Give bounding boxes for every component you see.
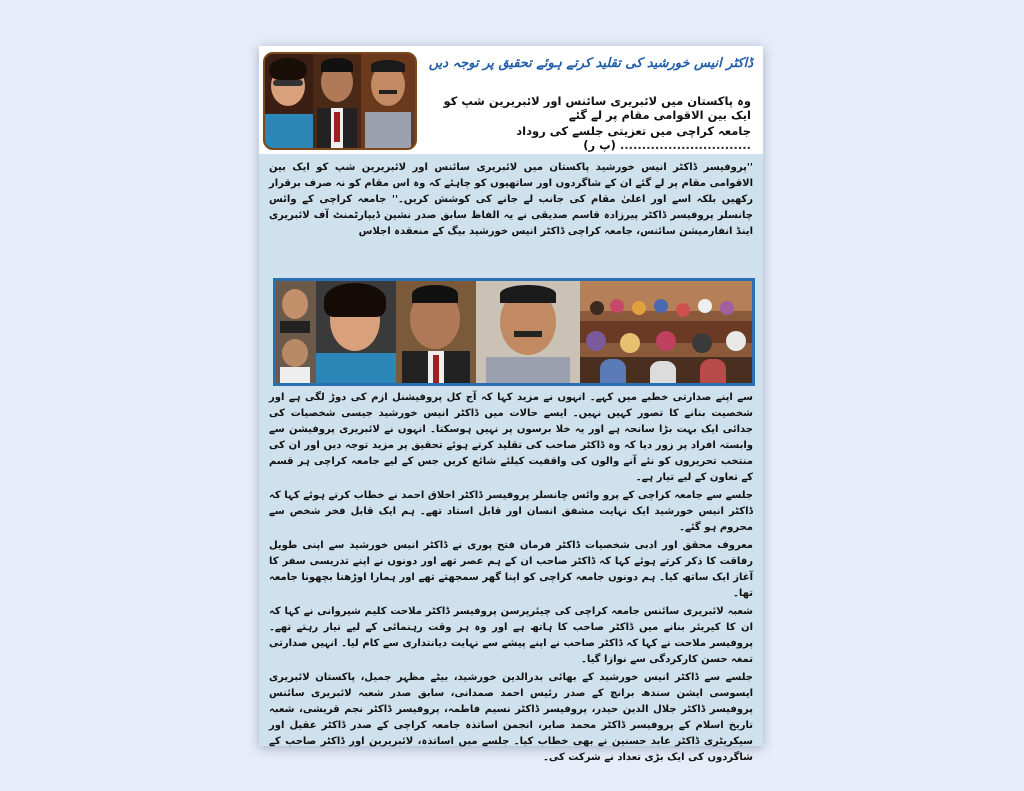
article-body bbox=[259, 154, 763, 763]
photo-woman bbox=[316, 281, 396, 383]
header-photo bbox=[263, 52, 417, 150]
intro-paragraph: ''پروفیسر ڈاکٹر انیس خورشید پاکستان میں لائبریری سائنس اور لائبریرین شپ کو ایک بین الاقوامی مقام پر لے گئے ان کے شاگردوں اور ساتھیوں کو چاہئے کہ وہ اس مقام کو نہ صرف برقرار رکھیں بلکہ اسے اور اعلیٰ مقام کی جانب لے جانے کی کوشش کریں۔'' جامعہ کراچی کے وائس چانسلر پروفیسر ڈاکٹر پیرزادہ قاسم صدیقی نے یہ الفاظ سابق صدر نشین ڈیپارٹمنٹ آف لائبریری اینڈ انفارمیشن سائنس، جامعہ کراچی ڈاکٹر انیس خورشید بیگ کے منعقدہ اجلاس bbox=[269, 162, 753, 237]
photo-elder-man bbox=[396, 281, 476, 383]
portrait-elder-man bbox=[313, 54, 361, 148]
report-label: جامعہ کراچی میں تعزیتی جلسے کی روداد bbox=[516, 124, 751, 138]
article-kicker: جامعہ کراچی میں تعزیتی جلسے کی روداد .............................. (پ ر) bbox=[516, 124, 751, 152]
event-photo-collage bbox=[273, 278, 755, 386]
article-header bbox=[259, 46, 763, 154]
article-title: ڈاکٹر انیس خورشید کی تقلید کرتے ہوئے تحقیق پر توجہ دیں bbox=[428, 56, 753, 71]
portrait-man bbox=[361, 54, 415, 148]
newspaper-clipping bbox=[259, 46, 763, 763]
paragraph-4: شعبہ لائبریری سائنس جامعہ کراچی کی چیئرپرسن پروفیسر ڈاکٹر ملاحت کلیم شیروانی نے کہا کہ ان کا کیریئر بنانے میں ڈاکٹر صاحب کا ہاتھ ہے اور وہ ہر وقت رہنمائی کے لیے تیار رہتے تھے۔ پروفیسر ملاحت نے کہا کہ ڈاکٹر صاحب نے اپنے پیشے سے نہایت دیانتداری سے کام لیا۔ انہیں صدارتی تمغہ حسن کارکردگی سے نوازا گیا۔ bbox=[269, 606, 753, 665]
paragraph-3: معروف محقق اور ادبی شخصیات ڈاکٹر فرمان فتح پوری نے ڈاکٹر انیس خورشید سے اپنی طویل رفاقت کا ذکر کرتے ہوئے کہا کہ ڈاکٹر صاحب ان کے ہم عصر تھے اور دونوں نے اپنے تدریسی سفر کا آغاز ایک ساتھ کیا۔ ہم دونوں جامعہ کراچی کو اپنا گھر سمجھتے تھے اور ہمارا اوڑھنا بچھونا جامعہ تھا۔ bbox=[269, 540, 753, 599]
photo-audience bbox=[580, 281, 752, 383]
paragraph-5: جلسے سے ڈاکٹر انیس خورشید کے بھائی بدرالدین خورشید، بیٹے مظہر جمیل، پاکستان لائبریری ایسوسی ایشن سندھ برانچ کے صدر رئیس احمد صمدانی، سابق صدر شعبہ لائبریری سائنس پروفیسر ڈاکٹر جلال الدین حیدر، پروفیسر ڈاکٹر نسیم فاطمہ، پروفیسر ڈاکٹر نجم قریشی، شعبہ تاریخ اسلام کے پروفیسر ڈاکٹر محمد صابر، انجمن اساتذہ جامعہ کراچی کے صدر ڈاکٹر عقیل اور سیکریٹری ڈاکٹر عابد حسنین نے بھی خطاب کیا۔ جلسے میں اساتذہ، لائبریرین اور ڈاکٹر صاحب کے شاگردوں کی ایک بڑی تعداد نے شرکت کی۔ bbox=[269, 672, 753, 763]
paragraph-2: جلسے سے جامعہ کراچی کے پرو وائس چانسلر پروفیسر ڈاکٹر اخلاق احمد نے خطاب کرتے ہوئے کہا کہ ڈاکٹر انیس خورشید ایک نہایت مشفق انسان اور قابل استاد تھے۔ ہم ایک قابل فخر شخص سے محروم ہو گئے۔ bbox=[269, 490, 753, 533]
article-subtitle: وہ پاکستان میں لائبریری سائنس اور لائبریرین شپ کو ایک بین الاقوامی مقام پر لے گئے bbox=[443, 94, 751, 122]
byline: (پ ر) bbox=[583, 138, 616, 152]
portrait-woman bbox=[265, 54, 313, 148]
paragraph-1: سے اپنے صدارتی خطبے میں کہے۔ انہوں نے مزید کہا کہ آج کل پروفیشنل ازم کی دوڑ لگی ہے اور شخصیت بنانے کا تصور کہیں نہیں۔ ایسے حالات میں ڈاکٹر انیس خورشید جیسی شخصیات کی جدائی ایک بہت بڑا سانحہ ہے اور یہ خلا برسوں پر نہیں ہوسکتا۔ انہوں نے لائبریری پروفیشن سے وابستہ افراد پر زور دیا کہ وہ ڈاکٹر صاحب کی تقلید کرتے ہوئے تحقیق پر مزید توجہ دیں اور ان کی منتخب تحریروں کو نئے آنے والوں کی واقفیت کیلئے شائع کریں جس کے لیے جامعہ کراچی ہر قسم کے تعاون کے لیے تیار ہے۔ bbox=[269, 392, 753, 483]
photo-man bbox=[476, 281, 580, 383]
photo-small-portraits bbox=[276, 281, 316, 383]
